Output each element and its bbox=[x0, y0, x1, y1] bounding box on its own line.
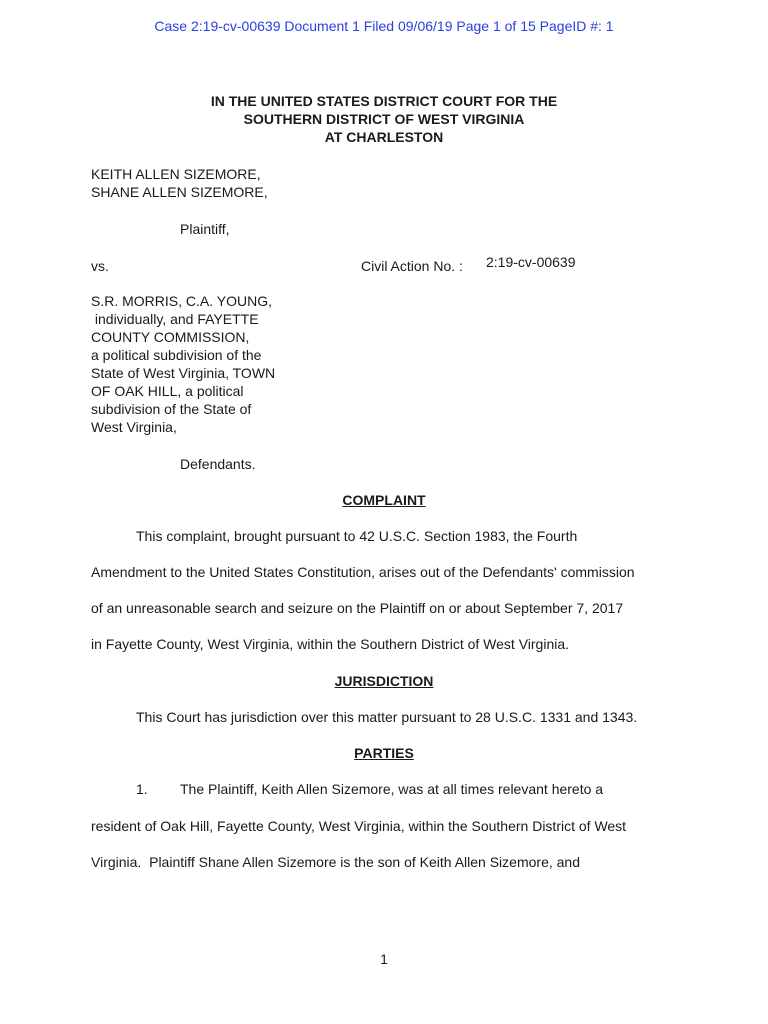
defendant-line: individually, and FAYETTE bbox=[91, 311, 259, 327]
defendant-line: COUNTY COMMISSION, bbox=[91, 329, 250, 345]
complaint-line-3: of an unreasonable search and seizure on the Plaintiff on or about September 7, 2017 bbox=[91, 600, 624, 616]
defendant-line: subdivision of the State of bbox=[91, 401, 252, 417]
jurisdiction-text: This Court has jurisdiction over this matter pursuant to 28 U.S.C. 1331 and 1343. bbox=[136, 709, 638, 725]
civil-action-number: 2:19-cv-00639 bbox=[486, 254, 576, 270]
jurisdiction-heading: JURISDICTION bbox=[334, 673, 434, 689]
plaintiff-names bbox=[91, 165, 268, 201]
court-line-2: SOUTHERN DISTRICT OF WEST VIRGINIA bbox=[243, 111, 525, 127]
defendant-line: OF OAK HILL, a political bbox=[91, 383, 244, 399]
defendant-line: State of West Virginia, TOWN bbox=[91, 365, 276, 381]
paragraph-number: 1. bbox=[136, 781, 148, 797]
complaint-heading: COMPLAINT bbox=[342, 492, 426, 508]
court-line-3: AT CHARLESTON bbox=[324, 129, 444, 145]
parties-line-3: Virginia. Plaintiff Shane Allen Sizemore is the son of Keith Allen Sizemore, and bbox=[91, 854, 580, 870]
plaintiff-name-2: SHANE ALLEN SIZEMORE, bbox=[91, 184, 268, 200]
court-caption bbox=[0, 92, 768, 146]
defendant-line: S.R. MORRIS, C.A. YOUNG, bbox=[91, 293, 272, 309]
parties-heading: PARTIES bbox=[354, 745, 414, 761]
filing-stamp: Case 2:19-cv-00639 Document 1 Filed 09/06/19 Page 1 of 15 PageID #: 1 bbox=[154, 18, 614, 34]
parties-line-2: resident of Oak Hill, Fayette County, West Virginia, within the Southern District of West bbox=[91, 818, 627, 834]
defendant-line: West Virginia, bbox=[91, 419, 177, 435]
complaint-line-4: in Fayette County, West Virginia, within the Southern District of West Virginia. bbox=[91, 636, 570, 652]
parties-line-1: The Plaintiff, Keith Allen Sizemore, was at all times relevant hereto a bbox=[180, 781, 604, 797]
complaint-line-2: Amendment to the United States Constitution, arises out of the Defendants' commission bbox=[91, 564, 635, 580]
plaintiff-role: Plaintiff, bbox=[180, 221, 230, 237]
plaintiff-name-1: KEITH ALLEN SIZEMORE, bbox=[91, 166, 261, 182]
defendant-line: a political subdivision of the bbox=[91, 347, 262, 363]
defendant-list bbox=[91, 292, 275, 436]
court-line-1: IN THE UNITED STATES DISTRICT COURT FOR THE bbox=[210, 93, 558, 109]
page-number: 1 bbox=[380, 951, 388, 967]
civil-action-label: Civil Action No. : bbox=[361, 258, 463, 274]
versus-label: vs. bbox=[91, 258, 109, 274]
defendant-role: Defendants. bbox=[180, 456, 256, 472]
complaint-line-1: This complaint, brought pursuant to 42 U.S.C. Section 1983, the Fourth bbox=[136, 528, 578, 544]
